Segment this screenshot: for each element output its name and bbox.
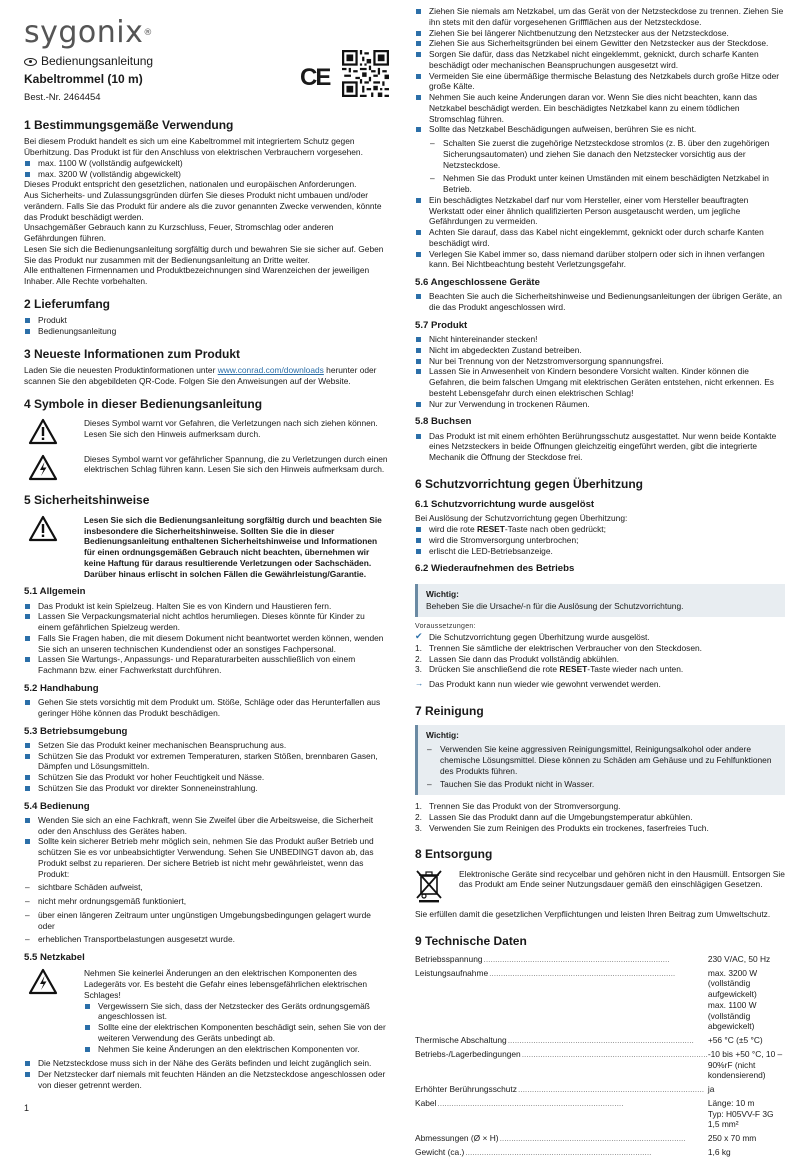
- step-item: 2. Lassen Sie dann das Produkt vollständig abkühlen.: [415, 653, 619, 664]
- s2-list: [24, 315, 389, 337]
- brand-logo: sygonix®: [24, 15, 153, 50]
- symbol-warning-text: Dieses Symbol warnt vor Gefahren, die Verletzungen nach sich ziehen können. Lesen Sie sich den Hinweis aufmerksam durch.: [84, 417, 378, 439]
- list-item: Ziehen Sie niemals am Netzkabel, um das Gerät von der Netzsteckdose zu trennen. Ziehen Sie ihn stets mit den dafür vorgesehenen Griffflächen aus der Netzsteckdose.: [415, 6, 785, 28]
- list-item: Nicht im abgedeckten Zustand betreiben.: [415, 345, 785, 356]
- list-item: max. 1100 W (vollständig aufgewickelt): [24, 158, 389, 169]
- list-item: Sollte kein sicherer Betrieb mehr möglich sein, nehmen Sie das Produkt außer Betrieb und schützen Sie es vor unbeabsichtigter Verwendung. Sehen Sie UNBEDINGT davon ab, das Produkt selbst zu reparieren. Der sichere Betrieb ist nicht mehr gewährleistet, wenn das Produkt:: [24, 836, 389, 879]
- s56-list: [415, 291, 785, 313]
- s1-p6: Alle enthaltenen Firmennamen und Produktbezeichnungen sind Warenzeichen der jeweiligen Inhaber. Alle Rechte vorbehalten.: [24, 265, 370, 287]
- section-5-4-heading: 5.4 Bedienung: [24, 800, 90, 812]
- list-item: Verlegen Sie Kabel immer so, dass niemand darüber stolpern oder sich in ihnen verfangen kann. Bei Nichtbeachtung besteht Verletzungsgefahr.: [415, 249, 785, 271]
- list-item: – Tauchen Sie das Produkt nicht in Wasser.: [426, 779, 778, 790]
- step-item: 1. Trennen Sie das Produkt von der Stromversorgung.: [415, 801, 621, 811]
- list-item: Lassen Sie Verpackungsmaterial nicht achtlos herumliegen. Dieses könnte für Kinder zu einem gefährlichen Spielzeug werden.: [24, 611, 389, 633]
- list-item: Bedienungsanleitung: [24, 326, 389, 337]
- right-column: [415, 6, 785, 1159]
- spec-value: +56 °C (±5 °C): [707, 1035, 763, 1046]
- list-item: – Verwenden Sie keine aggressiven Reinigungsmittel, Reinigungsalkohol oder andere chemische Lösungsmittel. Diese können zu Schäden am Gehäuse und zu Fehlfunktionen des Produkts führen.: [426, 744, 778, 776]
- list-item: Nur zur Verwendung in trockenen Räumen.: [415, 399, 785, 410]
- s1-p3: Aus Sicherheits- und Zulassungsgründen dürfen Sie dieses Produkt nicht umbauen und/oder verändern. Falls Sie das Produkt für andere als die zuvor genannten Zwecke verwenden, könnte das Produkt beschädigt werden.: [24, 190, 382, 222]
- list-item: Die Netzsteckdose muss sich in der Nähe des Geräts befinden und leicht zugänglich sein.: [24, 1058, 389, 1069]
- list-item: Setzen Sie das Produkt keiner mechanischen Beanspruchung aus.: [24, 740, 389, 751]
- s1-list: [24, 158, 389, 180]
- list-item: Schützen Sie das Produkt vor extremen Temperaturen, starken Stößen, brennbaren Gasen, Dämpfen und Lösungsmitteln.: [24, 751, 389, 773]
- s55-list: [24, 1058, 389, 1090]
- list-item: Sorgen Sie dafür, dass das Netzkabel nicht eingeklemmt, geknickt, durch scharfe Kanten beschädigt oder mechanischen Beanspruchungen ausgesetzt wird.: [415, 49, 785, 71]
- list-item: Ziehen Sie aus Sicherheitsgründen bei einem Gewitter den Netzstecker aus der Steckdose.: [415, 38, 785, 49]
- section-5-1-heading: 5.1 Allgemein: [24, 586, 86, 598]
- list-item: Das Produkt ist kein Spielzeug. Halten Sie es von Kindern und Haustieren fern.: [24, 601, 389, 612]
- spec-key: Leistungsaufnahme................................................................................: [415, 967, 676, 978]
- list-item: Achten Sie darauf, dass das Kabel nicht eingeklemmt, geknickt oder durch scharfe Kanten beschädigt wird.: [415, 227, 785, 249]
- spec-key: Abmessungen (Ø × H)................................................................................: [415, 1133, 686, 1144]
- section-5-heading: 5 Sicherheitshinweise: [24, 493, 150, 508]
- high-voltage-icon: [28, 454, 58, 481]
- list-item: wird die rote RESET-Taste nach oben gedrückt;: [415, 524, 785, 535]
- page-number: 1: [24, 1103, 30, 1113]
- s57-list: [415, 334, 785, 409]
- spec-key: Gewicht (ca.)................................................................................: [415, 1146, 652, 1157]
- spec-value: ja: [707, 1084, 715, 1095]
- section-6-heading: 6 Schutzvorrichtung gegen Überhitzung: [415, 476, 644, 491]
- important-note-box: [415, 584, 785, 618]
- list-item: Schützen Sie das Produkt vor direkter Sonneneinstrahlung.: [24, 783, 389, 794]
- s55-sublist: [415, 138, 785, 195]
- s58-list: [415, 431, 785, 463]
- warning-triangle-icon: [28, 418, 58, 445]
- list-item: Der Netzstecker darf niemals mit feuchten Händen an die Netzsteckdose angeschlossen oder von dieser getrennt werden.: [24, 1069, 389, 1091]
- netzkabel-warning-text: Nehmen Sie keinerlei Änderungen an den elektrischen Komponenten des Ladegeräts vor. Es besteht die Gefahr eines lebensgefährlichen elektrischen Schlages!: [84, 968, 368, 1000]
- eye-icon: [24, 58, 37, 66]
- list-item: Falls Sie Fragen haben, die mit diesem Dokument nicht beantwortet werden können, wenden Sie sich an unseren technischen Kundendienst oder an sonstiges Fachpersonal.: [24, 633, 389, 655]
- list-item: Sollte das Netzkabel Beschädigungen aufweisen, berühren Sie es nicht.: [415, 124, 785, 135]
- spec-value: 250 x 70 mm: [707, 1133, 757, 1144]
- section-8-heading: 8 Entsorgung: [415, 847, 493, 862]
- section-5-7-heading: 5.7 Produkt: [415, 319, 468, 331]
- s55-list-end: [415, 195, 785, 270]
- list-item: Vergewissern Sie sich, dass der Netzstecker des Geräts ordnungsgemäß angeschlossen ist.: [84, 1001, 389, 1023]
- spec-value: 230 V/AC, 50 Hz: [707, 953, 771, 964]
- qr-code-icon: [342, 50, 389, 97]
- list-item: erlischt die LED-Betriebsanzeige.: [415, 546, 785, 557]
- symbol-voltage-text: Dieses Symbol warnt vor gefährlicher Spannung, die zu Verletzungen durch einen elektrischen Schlag führen kann. Lesen Sie sich den Hinweis aufmerksam durch.: [84, 453, 388, 475]
- result-line: → Das Produkt kann nun wieder wie gewohnt verwendet werden.: [415, 679, 785, 690]
- prerequisites-label: Voraussetzungen:: [415, 623, 476, 631]
- netzkabel-warning-list: [84, 1001, 389, 1055]
- list-item: – erheblichen Transportbelastungen ausgesetzt wurde.: [24, 934, 389, 945]
- list-item: Das Produkt ist mit einem erhöhten Berührungsschutz ausgestattet. Nur wenn beide Kontakte eines Netzsteckers in beide Öffnungen gleichzeitig eingeführt werden, gibt die integrierte Mechanik die Öffnung der Steckdose frei.: [415, 431, 785, 463]
- s61-intro: Bei Auslösung der Schutzvorrichtung gegen Überhitzung:: [415, 513, 628, 524]
- s61-list: [415, 524, 785, 556]
- step-item: 3. Drücken Sie anschließend die rote RESET-Taste wieder nach unten.: [415, 664, 684, 675]
- list-item: Schützen Sie das Produkt vor hoher Feuchtigkeit und Nässe.: [24, 772, 389, 783]
- list-item: Produkt: [24, 315, 389, 326]
- s52-list: [24, 697, 389, 719]
- list-item: – nicht mehr ordnungsgemäß funktioniert,: [24, 896, 389, 907]
- section-3-heading: 3 Neueste Informationen zum Produkt: [24, 346, 241, 361]
- s1-p1: Bei diesem Produkt handelt es sich um eine Kabeltrommel mit integriertem Schutz gegen Überhitzung. Das Produkt ist für den Anschluss von elektrischen Verbrauchern vorgesehen.: [24, 136, 363, 158]
- s1-p4: Unsachgemäßer Gebrauch kann zu Kurzschluss, Feuer, Stromschlag oder anderen Gefährdungen führen.: [24, 222, 334, 244]
- table-row: [415, 966, 785, 1034]
- list-item: Nehmen Sie auch keine Änderungen daran vor. Wenn Sie dies nicht beachten, kann das Netzkabel beschädigt werden. Ein beschädigtes Netzkabel kann zu einem tödlichen Stromschlag führen.: [415, 92, 785, 124]
- list-item: – sichtbare Schäden aufweist,: [24, 882, 389, 893]
- section-5-3-heading: 5.3 Betriebsumgebung: [24, 725, 128, 737]
- list-item: Nicht hintereinander stecken!: [415, 334, 785, 345]
- high-voltage-icon: [28, 968, 58, 995]
- s55-list-continued: [415, 6, 785, 135]
- section-6-1-heading: 6.1 Schutzvorrichtung wurde ausgelöst: [415, 499, 595, 511]
- header: [24, 15, 389, 108]
- safety-intro-text: Lesen Sie sich die Bedienungsanleitung sorgfältig durch und beachten Sie insbesondere die Sicherheitshinweise. Sollten Sie die in dieser Bedienungsanleitung enthaltenen Sicherheitshinweise und Informationen für einen ordnungsgemäßen Gebrauch nicht beachten, übernehmen wir keine Haftung für daraus resultierende Verletzungen oder Sachschäden. Darüber hinaus erlischt in solchen Fällen die Gewährleistung/Garantie.: [84, 514, 382, 579]
- spec-key: Erhöhter Berührungsschutz................................................................................: [415, 1084, 705, 1095]
- prerequisite-check: ✔ Die Schutzvorrichtung gegen Überhitzung wurde ausgelöst.: [415, 632, 785, 643]
- table-row: [415, 1096, 785, 1131]
- table-row: [415, 1034, 785, 1048]
- product-title: Kabeltrommel (10 m): [24, 72, 143, 86]
- spec-table: [415, 952, 785, 1159]
- section-2-heading: 2 Lieferumfang: [24, 296, 111, 311]
- s62-steps: [415, 643, 785, 675]
- list-item: – über einen längeren Zeitraum unter ungünstigen Umgebungsbedingungen gelagert wurde oder: [24, 910, 389, 932]
- note-title: Wichtig:: [426, 588, 459, 599]
- crossed-bin-icon: [415, 869, 443, 903]
- safety-intro-row: [24, 515, 389, 580]
- table-row: [415, 952, 785, 966]
- manual-label: Bedienungsanleitung: [24, 54, 153, 69]
- spec-key: Betriebsspannung................................................................................: [415, 953, 670, 964]
- section-5-5-heading: 5.5 Netzkabel: [24, 952, 85, 964]
- list-item: Sollte eine der elektrischen Komponenten beschädigt sein, sehen Sie von der weiteren Verwendung des Geräts unbedingt ab.: [84, 1022, 389, 1044]
- spec-value: max. 3200 W (vollständig aufgewickelt) max. 1100 W (vollständig abgewickelt): [707, 967, 758, 1032]
- list-item: Ein beschädigtes Netzkabel darf nur vom Hersteller, einer vom Hersteller beauftragten Werkstatt oder einer ähnlich qualifizierten Person ausgetauscht werden, um jegliche Gefährdungen zu vermeiden.: [415, 195, 785, 227]
- order-number: Best.-Nr. 2464454: [24, 92, 101, 103]
- list-item: Gehen Sie stets vorsichtig mit dem Produkt um. Stöße, Schläge oder das Herunterfallen aus geringer Höhe können das Produkt beschädigen.: [24, 697, 389, 719]
- section-5-6-heading: 5.6 Angeschlossene Geräte: [415, 277, 540, 288]
- table-row: [415, 1083, 785, 1097]
- ce-mark-icon: CE: [300, 64, 330, 91]
- cleaning-note-list: [426, 744, 778, 790]
- table-row: [415, 1145, 785, 1159]
- symbol-warning-row: [24, 418, 389, 448]
- list-item: Beachten Sie auch die Sicherheitshinweise und Bedienungsanleitungen der übrigen Geräte, an die das Produkt angeschlossen wird.: [415, 291, 785, 313]
- table-row: [415, 1047, 785, 1082]
- list-item: Lassen Sie in Anwesenheit von Kindern besondere Vorsicht walten. Kinder können die Gefahren, die beim falschen Umgang mit elektrischen Geräten entstehen, nicht erkennen. Es besteht Lebensgefahr durch einen elektrischen Schlag!: [415, 366, 785, 398]
- list-item: Ziehen Sie bei längerer Nichtbenutzung den Netzstecker aus der Netzsteckdose.: [415, 28, 785, 39]
- s1-p5: Lesen Sie sich die Bedienungsanleitung sorgfältig durch und bewahren Sie sie sicher auf. Geben Sie das Produkt nur zusammen mit der Bedienungsanleitung an Dritte weiter.: [24, 243, 384, 265]
- spec-value: 1,6 kg: [707, 1146, 731, 1157]
- step-item: 2. Lassen Sie das Produkt dann auf die Umgebungstemperatur abkühlen.: [415, 811, 693, 822]
- list-item: wird die Stromversorgung unterbrochen;: [415, 535, 785, 546]
- section-7-heading: 7 Reinigung: [415, 703, 484, 718]
- spec-key: Thermische Abschaltung................................................................................: [415, 1035, 694, 1046]
- s3-text: Laden Sie die neuesten Produktinformationen unter www.conrad.com/downloads herunter oder scannen Sie den abgebildeten QR-Code. Folgen Sie den Anweisungen auf der Website.: [24, 365, 377, 386]
- list-item: Nur bei Trennung von der Netzstromversorgung spannungsfrei.: [415, 356, 785, 367]
- table-row: [415, 1132, 785, 1146]
- list-item: Nehmen Sie keine Änderungen an den elektrischen Komponenten vor.: [84, 1044, 389, 1055]
- note-title: Wichtig:: [426, 730, 459, 741]
- list-item: Lassen Sie Wartungs-, Anpassungs- und Reparaturarbeiten ausschließlich von einem Fachmann bzw. einer Fachwerkstatt durchführen.: [24, 654, 389, 676]
- list-item: Wenden Sie sich an eine Fachkraft, wenn Sie Zweifel über die Arbeitsweise, die Sicherheit oder den Anschluss des Gerätes haben.: [24, 815, 389, 837]
- section-6-2-heading: 6.2 Wiederaufnehmen des Betriebs: [415, 563, 575, 575]
- cleaning-note-box: [415, 725, 785, 795]
- section-9-heading: 9 Technische Daten: [415, 934, 527, 949]
- section-5-2-heading: 5.2 Handhabung: [24, 682, 99, 694]
- netzkabel-warning-row: [24, 968, 389, 1054]
- section-4-heading: 4 Symbole in dieser Bedienungsanleitung: [24, 396, 263, 411]
- s54-sublist: [24, 882, 389, 945]
- s54-list: [24, 815, 389, 880]
- list-item: – Schalten Sie zuerst die zugehörige Netzsteckdose stromlos (z. B. über den zugehörigen Sicherungsautomaten) und ziehen Sie danach den Netzstecker vorsichtig aus der Netzsteckdose.: [429, 138, 785, 170]
- disposal-text: Elektronische Geräte sind recycelbar und gehören nicht in den Hausmüll. Entsorgen Sie das Produkt am Ende seiner Nutzungsdauer gemäß den einschlägigen Gesetzen.: [459, 868, 785, 890]
- warning-triangle-icon: [28, 515, 58, 542]
- note-text: Beheben Sie die Ursache/-n für die Auslösung der Schutzvorrichtung.: [426, 601, 684, 612]
- spec-value: Länge: 10 m Typ: H05VV-F 3G 1,5 mm²: [707, 1097, 774, 1130]
- section-5-8-heading: 5.8 Buchsen: [415, 416, 472, 428]
- spec-value: -10 bis +50 °C, 10 – 90%rF (nicht kondensierend): [707, 1048, 783, 1081]
- s53-list: [24, 740, 389, 794]
- spec-key: Betriebs-/Lagerbedingungen................................................................................: [415, 1048, 708, 1059]
- list-item: Vermeiden Sie eine übermäßige thermische Belastung des Netzkabels durch große Hitze oder große Kälte.: [415, 71, 785, 93]
- list-item: – Nehmen Sie das Produkt unter keinen Umständen mit einem beschädigten Netzkabel in Betrieb.: [429, 173, 785, 195]
- list-item: max. 3200 W (vollständig abgewickelt): [24, 169, 389, 180]
- s51-list: [24, 601, 389, 676]
- spec-key: Kabel................................................................................: [415, 1097, 624, 1108]
- s1-p2: Dieses Produkt entspricht den gesetzlichen, nationalen und europäischen Anforderungen.: [24, 179, 357, 190]
- left-column: [24, 15, 389, 1091]
- symbol-voltage-row: [24, 454, 389, 484]
- disposal-text-2: Sie erfüllen damit die gesetzlichen Verpflichtungen und leisten Ihren Beitrag zum Umweltschutz.: [415, 909, 771, 920]
- section-1-heading: 1 Bestimmungsgemäße Verwendung: [24, 118, 234, 132]
- step-item: 1. Trennen Sie sämtliche der elektrischen Verbraucher von den Steckdosen.: [415, 642, 702, 653]
- downloads-link[interactable]: www.conrad.com/downloads: [217, 365, 324, 376]
- disposal-row: [415, 869, 785, 906]
- step-item: 3. Verwenden Sie zum Reinigen des Produkts ein trockenes, faserfreies Tuch.: [415, 822, 709, 833]
- cleaning-steps: [415, 801, 785, 833]
